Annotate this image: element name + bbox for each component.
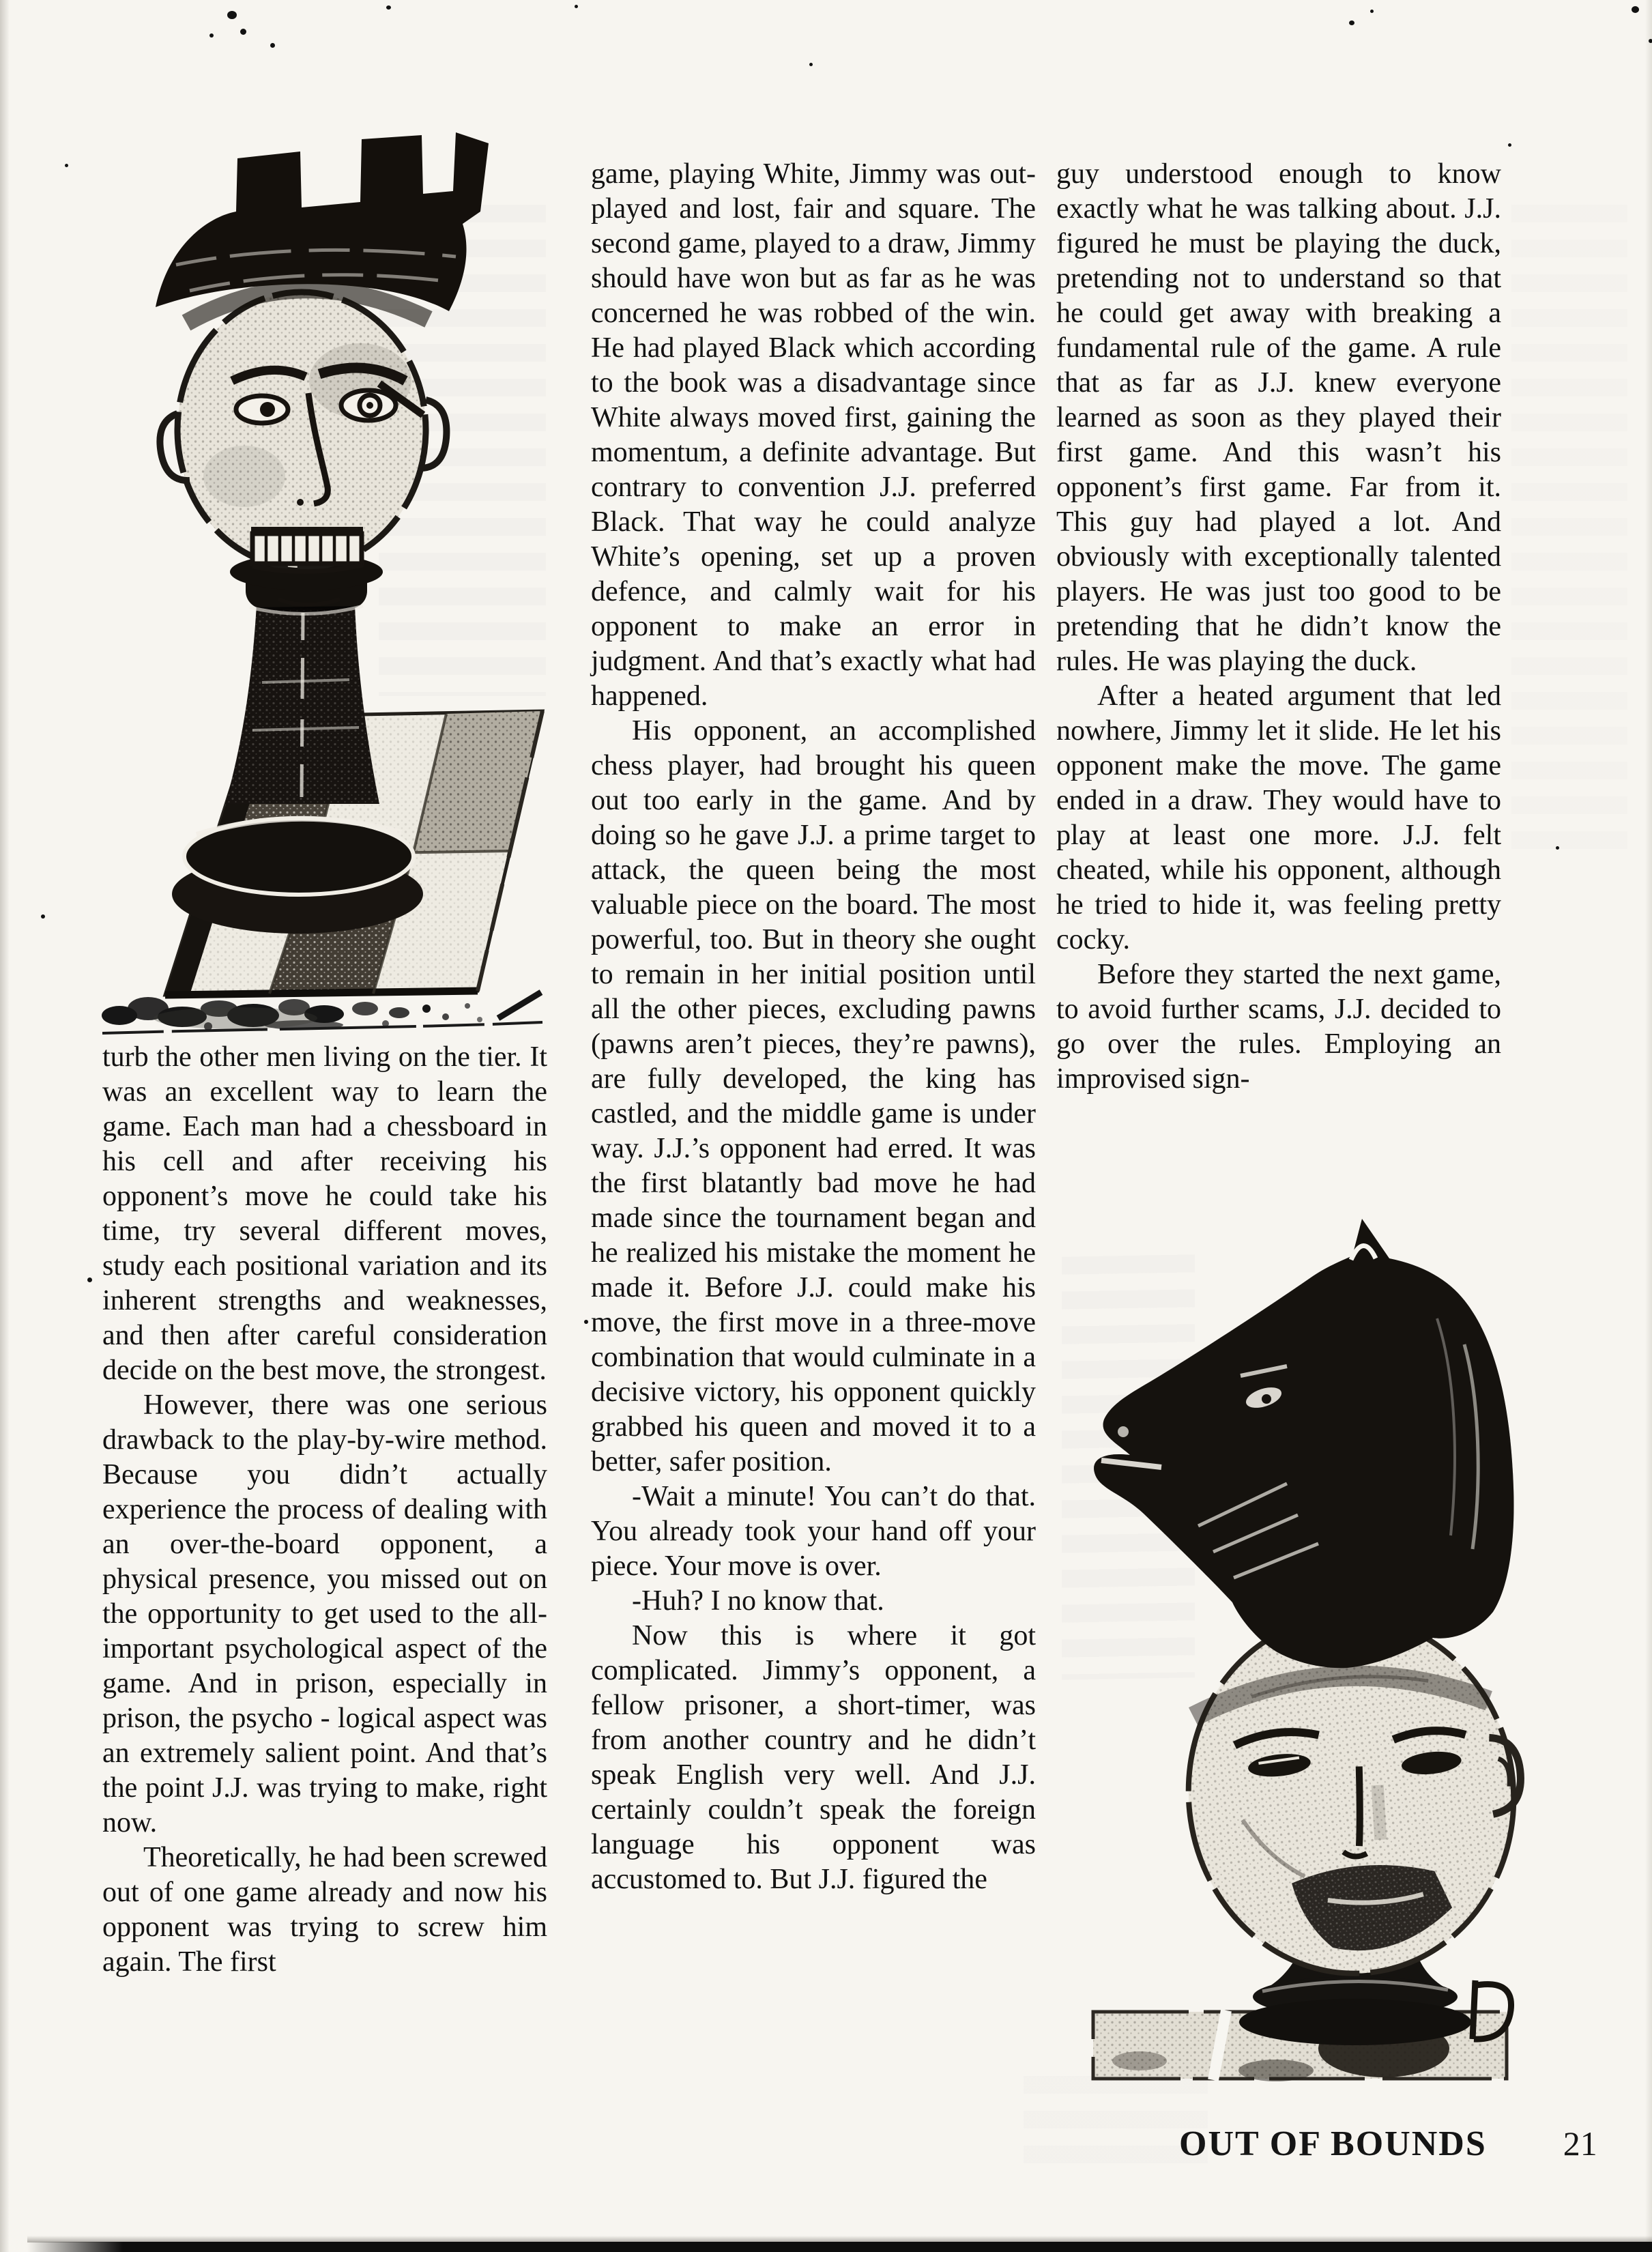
paragraph: Theoretically, he had been screwed out of one game already and now his opponent was trying to screw him again. The first [102, 1842, 547, 1978]
bleed-through-text-ghost [1511, 205, 1627, 853]
text-column-3 [1056, 157, 1501, 1097]
text-column-2 [591, 157, 1036, 1897]
scan-edge-shadow-right [1645, 0, 1652, 2252]
paragraph: Now this is where it got complicated. Jimmy’s opponent, a fellow prisoner, a short-timer, was from another country and he didn’t speak English very well. And J.J. certainly couldn’t speak the foreign language his opponent was accustomed to. But J.J. figured the [591, 1620, 1036, 1895]
scan-edge-bar-bottom [27, 2242, 1652, 2252]
horse-head-icon [1094, 1219, 1513, 1668]
paragraph: guy understood enough to know exactly what he was talking about. J.J. figured he must be playing the duck, pretending not to understand so that he could get away with breaking a fundamental rule of the game. A rule that as far as J.J. knew everyone learned as soon as they played their first game. And this wasn’t his opponent’s first game. Far from it. This guy had played a lot. And obviously with exceptionally talented players. He was just too good to be pretending that he didn’t know the rules. He was playing the duck. [1056, 158, 1501, 677]
paragraph: -Huh? I no know that. [632, 1585, 884, 1617]
text-column-1 [102, 1040, 547, 1980]
paragraph: However, there was one serious drawback to the play-by-wire method. Because you didn’t actually experience the process of dealing with an over-the-board opponent, a physical presence, you missed out on the opportunity to get used to the all-important psychological aspect of the game. And in prison, especially in prison, the psycho - logical aspect was an extremely salient point. And that’s the point J.J. was trying to make, right now. [102, 1389, 547, 1838]
paragraph: -Wait a minute! You can’t do that. You already took your hand off your piece. Your move is over. [591, 1481, 1036, 1582]
paragraph: turb the other men living on the tier. It was an excellent way to learn the game. Each man had a chessboard in his cell and after receiving his opponent’s move he could take his time, try several different moves, study each positional variation and its inherent strengths and weaknesses, and then after careful consideration decide on the best move, the strongest. [102, 1041, 547, 1386]
paragraph: Before they started the next game, to avoid further scams, J.J. decided to go over the rules. Employing an improvised sign- [1056, 959, 1501, 1095]
page-number: 21 [1563, 2124, 1597, 2163]
crown-icon [156, 132, 489, 323]
paragraph: His opponent, an accomplished chess player, had brought his queen out too early in the game. And by doing so he gave J.J. a prime target to attack, the queen being the most valuable piece on the board. The most powerful, too. But in theory she ought to remain in her initial position until all the other pieces, excluding pawns (pawns aren’t pieces, they’re pawns), are fully developed, the king has castled, and the middle game is under way. J.J.’s opponent had erred. It was the first blatantly bad move he had made since the tournament began and he realized his mistake the moment he made it. Before J.J. could make his move, the first move in a three-move combination that would culminate in a decisive victory, his opponent quickly grabbed his queen and moved it to a better, safer position. [591, 715, 1036, 1477]
chess-knight-illustration [1058, 1194, 1549, 2081]
king-face-icon [160, 292, 446, 605]
paragraph: game, playing White, Jimmy was out-played and lost, fair and square. The second game, played to a draw, Jimmy should have won but as far as he was concerned he was robbed of the win. He had played Black which according to the book was a disadvantage since White always moved first, gaining the momentum, a definite advantage. But contrary to convention J.J. preferred Black. That way he could analyze White’s opening, set up a proven defence, and calmly wait for his opponent to make an error in judgment. And that’s exactly what had happened. [591, 158, 1036, 712]
ink-smudge [99, 988, 549, 1043]
paragraph: After a heated argument that led nowhere, Jimmy let it slide. He let his opponent make the move. The game ended in a draw. They would have to play at least one more. J.J. felt cheated, while his opponent, although he tried to hide it, was feeling pretty cocky. [1056, 680, 1501, 955]
page-footer [1179, 2124, 1616, 2164]
scan-edge-shadow-left [0, 0, 10, 2252]
publication-title: OUT OF BOUNDS [1179, 2124, 1487, 2163]
chess-king-illustration [74, 94, 551, 1002]
